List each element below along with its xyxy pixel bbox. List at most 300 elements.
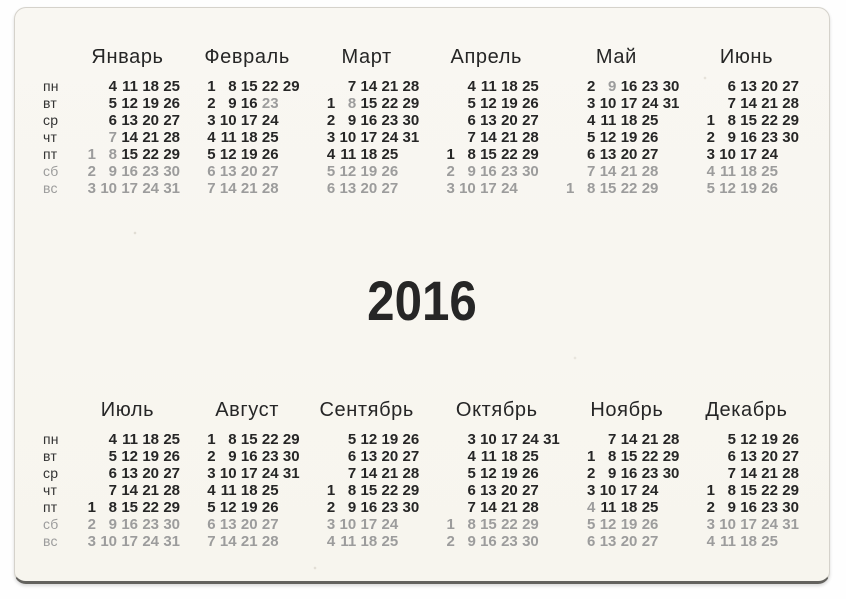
- date-cell: 22: [142, 499, 159, 516]
- day-row: [195, 129, 300, 146]
- date-cell: 14: [219, 533, 237, 550]
- day-row: [694, 112, 799, 129]
- date-cell: 22: [501, 146, 518, 163]
- day-row: [434, 465, 560, 482]
- day-row: [574, 482, 679, 499]
- date-cell: 16: [620, 78, 638, 95]
- date-cell: 5: [467, 465, 476, 482]
- date-cell: 10: [219, 112, 237, 129]
- date-cell: 5: [207, 499, 216, 516]
- date-cell: 30: [782, 499, 799, 516]
- date-cell: 6: [727, 78, 736, 95]
- date-cell: 18: [142, 78, 159, 95]
- date-cell: 17: [240, 465, 258, 482]
- date-cell: 7: [727, 95, 736, 112]
- date-cell: 31: [402, 129, 420, 146]
- date-cell: 20: [761, 448, 778, 465]
- day-label-column: [41, 399, 75, 550]
- date-cell: 11: [480, 448, 497, 465]
- day-row: [553, 112, 679, 129]
- day-row: [195, 146, 300, 163]
- day-label-column: [41, 46, 75, 197]
- date-cell: 10: [100, 180, 117, 197]
- day-row: [195, 163, 300, 180]
- date-cell: 5: [207, 146, 216, 163]
- date-cell: 24: [261, 112, 279, 129]
- date-cell: 17: [360, 516, 378, 533]
- month-block: [195, 399, 300, 550]
- day-row: [75, 465, 180, 482]
- date-cell: 16: [240, 448, 258, 465]
- date-cell: 29: [282, 78, 300, 95]
- date-cell: 23: [381, 499, 399, 516]
- date-cell: 23: [501, 533, 518, 550]
- date-cell: 1: [87, 499, 96, 516]
- day-row: [434, 95, 539, 112]
- day-row: [195, 482, 300, 499]
- date-cell: 7: [108, 129, 117, 146]
- date-cell: 24: [641, 95, 659, 112]
- date-cell: 25: [163, 431, 180, 448]
- date-cell: 6: [326, 180, 336, 197]
- date-cell: 3: [87, 180, 96, 197]
- day-label: вс: [43, 533, 58, 549]
- date-cell: 30: [402, 112, 420, 129]
- date-cell: 12: [360, 431, 378, 448]
- date-cell: 19: [620, 129, 638, 146]
- date-cell: 10: [100, 533, 117, 550]
- date-cell: 10: [599, 95, 617, 112]
- date-cell: 27: [381, 180, 399, 197]
- date-cell: 22: [142, 146, 159, 163]
- day-row: [574, 448, 679, 465]
- date-cell: 26: [522, 465, 539, 482]
- date-cell: 25: [761, 163, 778, 180]
- day-row: [314, 465, 419, 482]
- day-row: [553, 129, 679, 146]
- date-cell: 16: [740, 129, 757, 146]
- date-cell: 7: [207, 180, 216, 197]
- date-cell: 3: [587, 95, 596, 112]
- date-cell: 24: [641, 482, 659, 499]
- date-cell: 25: [761, 533, 778, 550]
- day-label: чт: [43, 482, 58, 498]
- date-cell: 20: [501, 112, 518, 129]
- date-cell: 10: [339, 129, 357, 146]
- date-cell: 7: [347, 465, 357, 482]
- date-cell: 7: [467, 499, 476, 516]
- date-cell: 29: [641, 180, 659, 197]
- date-cell: 14: [740, 95, 757, 112]
- date-cell: 16: [121, 163, 138, 180]
- date-cell: 9: [347, 499, 357, 516]
- date-cell: 20: [620, 533, 638, 550]
- day-row: [314, 516, 419, 533]
- date-cell: 20: [142, 465, 159, 482]
- date-cell: 12: [480, 465, 497, 482]
- date-cell: 2: [207, 448, 216, 465]
- date-cell: 24: [761, 516, 778, 533]
- date-cell: 8: [347, 482, 357, 499]
- date-cell: 15: [599, 180, 617, 197]
- date-cell: 23: [761, 499, 778, 516]
- day-row: [75, 516, 180, 533]
- date-cell: 8: [467, 146, 476, 163]
- date-cell: 3: [706, 146, 715, 163]
- date-cell: 15: [740, 482, 757, 499]
- date-cell: 15: [121, 499, 138, 516]
- day-row: [75, 112, 180, 129]
- day-row: [75, 482, 180, 499]
- date-cell: 29: [402, 482, 420, 499]
- date-cell: 21: [501, 129, 518, 146]
- date-cell: 9: [347, 112, 357, 129]
- date-cell: 20: [360, 180, 378, 197]
- date-cell: 26: [381, 163, 399, 180]
- date-cell: 14: [480, 499, 497, 516]
- day-row: [75, 129, 180, 146]
- date-cell: 9: [108, 163, 117, 180]
- date-cell: 27: [522, 112, 539, 129]
- date-cell: 29: [163, 499, 180, 516]
- date-cell: 15: [360, 95, 378, 112]
- date-cell: 31: [282, 465, 300, 482]
- date-cell: 13: [121, 465, 138, 482]
- date-cell: 4: [108, 78, 117, 95]
- date-cell: 8: [727, 482, 736, 499]
- date-cell: 27: [163, 112, 180, 129]
- day-label: вт: [43, 448, 57, 464]
- date-cell: 2: [87, 516, 96, 533]
- date-cell: 30: [662, 78, 680, 95]
- date-cell: 21: [620, 163, 638, 180]
- month-block: [314, 46, 419, 197]
- date-cell: 22: [381, 95, 399, 112]
- date-cell: 24: [501, 180, 518, 197]
- day-row: [553, 95, 679, 112]
- date-cell: 3: [207, 465, 216, 482]
- date-cell: 14: [121, 482, 138, 499]
- date-cell: 26: [261, 499, 279, 516]
- date-cell: 16: [360, 112, 378, 129]
- month-block: [434, 399, 560, 550]
- day-label: пт: [43, 499, 58, 515]
- month-header: Январь: [91, 46, 164, 68]
- date-cell: 5: [706, 180, 715, 197]
- date-cell: 28: [782, 465, 799, 482]
- date-cell: 23: [761, 129, 778, 146]
- date-cell: 27: [782, 448, 799, 465]
- date-cell: 9: [467, 163, 476, 180]
- date-cell: 15: [240, 78, 258, 95]
- date-cell: 5: [108, 448, 117, 465]
- date-cell: 16: [240, 95, 258, 112]
- date-cell: 27: [641, 146, 659, 163]
- date-cell: 17: [501, 431, 518, 448]
- day-row: [574, 533, 679, 550]
- date-cell: 9: [228, 448, 237, 465]
- date-cell: 1: [207, 431, 216, 448]
- date-cell: 16: [360, 499, 378, 516]
- date-cell: 15: [360, 482, 378, 499]
- date-cell: 12: [599, 516, 617, 533]
- day-row: [195, 533, 300, 550]
- date-cell: 5: [727, 431, 736, 448]
- date-cell: 9: [108, 516, 117, 533]
- date-cell: 26: [641, 516, 659, 533]
- day-label: вт: [43, 95, 57, 111]
- date-cell: 6: [207, 163, 216, 180]
- date-cell: 12: [121, 95, 138, 112]
- date-cell: 18: [620, 499, 638, 516]
- date-cell: 20: [501, 482, 518, 499]
- day-label: пт: [43, 146, 58, 162]
- date-cell: 6: [347, 448, 357, 465]
- date-cell: 28: [522, 129, 539, 146]
- date-cell: 30: [522, 163, 539, 180]
- date-cell: 17: [740, 516, 757, 533]
- day-row: [314, 499, 419, 516]
- date-cell: 4: [587, 112, 596, 129]
- day-label: вс: [43, 180, 58, 196]
- date-cell: 4: [207, 482, 216, 499]
- date-cell: 11: [220, 482, 237, 499]
- date-cell: 19: [761, 431, 778, 448]
- day-label: пн: [43, 78, 59, 94]
- day-row: [314, 448, 419, 465]
- date-cell: 23: [501, 163, 518, 180]
- date-cell: 8: [108, 499, 117, 516]
- date-cell: 15: [121, 146, 138, 163]
- header-spacer: [41, 399, 75, 431]
- date-cell: 8: [108, 146, 117, 163]
- date-cell: 26: [402, 431, 420, 448]
- date-cell: 7: [608, 431, 617, 448]
- date-cell: 24: [142, 533, 159, 550]
- date-cell: 3: [326, 516, 336, 533]
- day-row: [434, 448, 560, 465]
- day-row: [75, 499, 180, 516]
- date-cell: 25: [641, 112, 659, 129]
- date-cell: 29: [522, 146, 539, 163]
- date-cell: 2: [706, 499, 715, 516]
- day-row: [75, 78, 180, 95]
- date-cell: 2: [446, 533, 455, 550]
- date-cell: 8: [347, 95, 357, 112]
- day-row: [314, 112, 419, 129]
- date-cell: 26: [163, 448, 180, 465]
- date-cell: 25: [261, 129, 279, 146]
- date-cell: 21: [381, 465, 399, 482]
- date-cell: 12: [339, 163, 357, 180]
- month-block: [195, 46, 300, 197]
- months-row: [75, 46, 829, 197]
- date-cell: 14: [219, 180, 237, 197]
- day-row: [195, 516, 300, 533]
- date-cell: 22: [761, 482, 778, 499]
- date-cell: 17: [240, 112, 258, 129]
- date-cell: 8: [228, 431, 237, 448]
- date-cell: 2: [587, 78, 596, 95]
- date-cell: 5: [467, 95, 476, 112]
- date-cell: 1: [326, 95, 336, 112]
- day-row: [314, 129, 419, 146]
- date-cell: 25: [381, 146, 399, 163]
- date-cell: 16: [480, 163, 497, 180]
- day-row: [694, 146, 799, 163]
- day-row: [314, 78, 419, 95]
- date-cell: 23: [142, 516, 159, 533]
- date-cell: 29: [782, 482, 799, 499]
- date-cell: 17: [620, 482, 638, 499]
- date-cell: 22: [641, 448, 659, 465]
- date-cell: 4: [326, 146, 336, 163]
- date-cell: 24: [761, 146, 778, 163]
- date-cell: 20: [142, 112, 159, 129]
- day-row: [75, 180, 180, 197]
- date-cell: 26: [782, 431, 799, 448]
- date-cell: 4: [706, 163, 715, 180]
- day-row: [553, 78, 679, 95]
- date-cell: 6: [108, 465, 117, 482]
- day-row: [75, 448, 180, 465]
- date-cell: 15: [620, 448, 638, 465]
- day-row: [434, 431, 560, 448]
- date-cell: 11: [340, 533, 357, 550]
- date-cell: 7: [207, 533, 216, 550]
- month-block: [314, 399, 419, 550]
- date-cell: 19: [240, 146, 258, 163]
- date-cell: 18: [142, 431, 159, 448]
- day-row: [694, 95, 799, 112]
- date-cell: 11: [720, 533, 736, 550]
- date-cell: 17: [740, 146, 757, 163]
- date-cell: 13: [480, 112, 497, 129]
- day-row: [195, 180, 300, 197]
- date-cell: 14: [620, 431, 638, 448]
- date-cell: 30: [782, 129, 799, 146]
- date-cell: 9: [608, 78, 617, 95]
- day-row: [75, 533, 180, 550]
- day-row: [694, 499, 799, 516]
- date-cell: 6: [467, 112, 476, 129]
- date-cell: 2: [587, 465, 596, 482]
- date-cell: 13: [740, 448, 757, 465]
- month-header: Ноябрь: [590, 399, 664, 421]
- date-cell: 13: [219, 163, 237, 180]
- date-cell: 25: [522, 448, 539, 465]
- day-row: [195, 431, 300, 448]
- months-row: [75, 399, 829, 550]
- month-header: Октябрь: [455, 399, 538, 421]
- date-cell: 11: [720, 163, 736, 180]
- day-row: [694, 78, 799, 95]
- date-cell: 9: [228, 95, 237, 112]
- day-row: [434, 112, 539, 129]
- date-cell: 12: [219, 146, 237, 163]
- date-cell: 31: [163, 533, 180, 550]
- date-cell: 2: [326, 112, 336, 129]
- day-label: пн: [43, 431, 59, 447]
- date-cell: 27: [261, 163, 279, 180]
- date-cell: 29: [163, 146, 180, 163]
- date-cell: 4: [467, 78, 476, 95]
- date-cell: 11: [600, 112, 617, 129]
- date-cell: 3: [706, 516, 715, 533]
- date-cell: 7: [347, 78, 357, 95]
- day-row: [314, 163, 419, 180]
- date-cell: 29: [282, 431, 300, 448]
- date-cell: 16: [620, 465, 638, 482]
- date-cell: 13: [599, 533, 617, 550]
- date-cell: 1: [87, 146, 96, 163]
- date-cell: 17: [360, 129, 378, 146]
- date-cell: 26: [163, 95, 180, 112]
- month-block: [574, 399, 679, 550]
- date-cell: 1: [587, 448, 596, 465]
- date-cell: 19: [501, 95, 518, 112]
- date-cell: 18: [240, 129, 258, 146]
- day-row: [694, 163, 799, 180]
- month-block: [75, 46, 180, 197]
- date-cell: 8: [727, 112, 736, 129]
- date-cell: 20: [620, 146, 638, 163]
- date-cell: 3: [207, 112, 216, 129]
- date-cell: 12: [219, 499, 237, 516]
- date-cell: 25: [641, 499, 659, 516]
- date-cell: 27: [782, 78, 799, 95]
- day-label: сб: [43, 516, 59, 532]
- date-cell: 4: [326, 533, 336, 550]
- date-cell: 19: [501, 465, 518, 482]
- date-cell: 19: [381, 431, 399, 448]
- date-cell: 18: [360, 146, 378, 163]
- date-cell: 1: [706, 482, 715, 499]
- date-cell: 28: [402, 465, 420, 482]
- date-cell: 12: [719, 180, 736, 197]
- date-cell: 23: [261, 448, 279, 465]
- header-spacer: [41, 46, 75, 78]
- date-cell: 10: [459, 180, 476, 197]
- date-cell: 17: [480, 180, 497, 197]
- date-cell: 29: [402, 95, 420, 112]
- day-row: [574, 516, 679, 533]
- date-cell: 18: [740, 533, 757, 550]
- day-row: [694, 465, 799, 482]
- date-cell: 2: [326, 499, 336, 516]
- day-row: [75, 163, 180, 180]
- day-row: [314, 146, 419, 163]
- date-cell: 16: [121, 516, 138, 533]
- date-cell: 30: [282, 448, 300, 465]
- date-cell: 25: [522, 78, 539, 95]
- date-cell: 17: [121, 180, 138, 197]
- day-row: [553, 146, 679, 163]
- date-cell: 20: [240, 516, 258, 533]
- day-row: [195, 78, 300, 95]
- date-cell: 5: [587, 129, 596, 146]
- date-cell: 13: [599, 146, 617, 163]
- date-cell: 4: [587, 499, 596, 516]
- date-cell: 13: [360, 448, 378, 465]
- date-cell: 15: [480, 146, 497, 163]
- day-row: [195, 112, 300, 129]
- date-cell: 2: [87, 163, 96, 180]
- day-row: [434, 146, 539, 163]
- date-cell: 10: [719, 516, 736, 533]
- day-row: [694, 431, 799, 448]
- month-header: Декабрь: [705, 399, 788, 421]
